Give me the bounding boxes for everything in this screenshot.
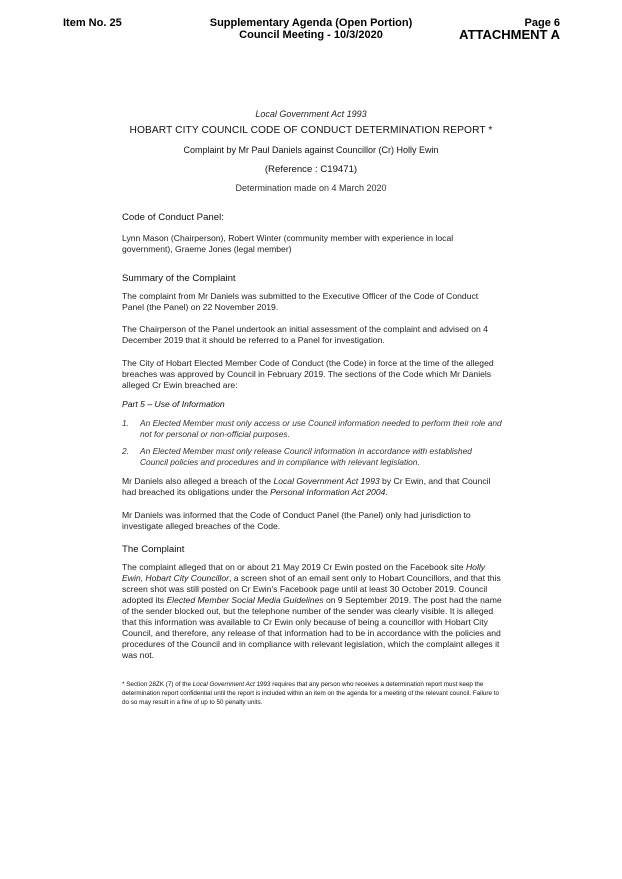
attachment-label: ATTACHMENT A — [459, 27, 560, 42]
agenda-title: Supplementary Agenda (Open Portion) — [209, 17, 413, 29]
complaint-text-1: The complaint alleged that on or about 21 May 2019 Cr Ewin posted on the Facebook site — [122, 562, 466, 572]
list-item-number: 1. — [122, 418, 129, 428]
complaint-paragraph — [122, 562, 502, 661]
complaint-by: Complaint by Mr Paul Daniels against Councillor (Cr) Holly Ewin — [183, 145, 439, 155]
summary-heading: Summary of the Complaint — [122, 273, 236, 284]
p4-act-name: Local Government Act 1993 — [273, 476, 380, 486]
p4-text-c: by Cr Ewin, and that Council had breached its obligations under the — [122, 476, 491, 497]
item-number: Item No. 25 — [63, 17, 122, 29]
summary-paragraph-2: The Chairperson of the Panel undertook an initial assessment of the complaint and advised on 4 December 2019 that it should be referred to a Panel for investigation. — [122, 324, 488, 345]
complaint-text-5: on 9 September 2019. The post had the name of the sender blocked out, but the telephone number of the sender was clearly visible. It is alleged that this information was available to Cr Ewin only because of being a councillor with Hobart City Council, and therefore, any release of that information had to be in accordance with the policies and procedures of the Council and in compliance with relevant legislation, which the complaint alleges it was not. — [122, 595, 502, 660]
complaint-heading: The Complaint — [122, 544, 185, 555]
footnote-text-c: 1993 requires that any person who receives a determination report must keep the determination report confidential until the report is included within an item on the agenda for a meeting of the relevant council. Failure to do so may result in a fine of up to 50 penalty units. — [122, 681, 499, 706]
reference: (Reference : C19471) — [264, 164, 358, 175]
complaint-guidelines-name: Elected Member Social Media Guidelines — [166, 595, 324, 605]
p4-text-e: . — [385, 487, 388, 497]
part-5-heading: Part 5 – Use of Information — [122, 399, 225, 409]
footnote — [122, 680, 502, 707]
summary-paragraph-4 — [122, 476, 502, 498]
footnote-text-a: * Section 28ZK (7) of the — [122, 681, 193, 688]
meeting-info: Council Meeting - 10/3/2020 — [239, 29, 383, 41]
report-title: HOBART CITY COUNCIL CODE OF CONDUCT DETERMINATION REPORT * — [129, 125, 493, 136]
list-item: An Elected Member must only access or use Council information needed to perform their role and not for personal or non-official purposes. — [140, 418, 502, 439]
determination-date: Determination made on 4 March 2020 — [235, 183, 387, 193]
page-number: Page 6 — [524, 17, 560, 29]
footnote-act-name: Local Government Act — [192, 681, 255, 688]
act-title: Local Government Act 1993 — [255, 109, 367, 119]
summary-paragraph-1: The complaint from Mr Daniels was submitted to the Executive Officer of the Code of Conduct Panel (the Panel) on 22 November 2019. — [122, 291, 479, 312]
panel-heading: Code of Conduct Panel: — [122, 212, 224, 223]
complaint-text-3: , a screen shot of an email sent only to Hobart Councillors, and that this screen shot was still posted on Cr Ewin's Facebook page until at least 30 October 2019. Council adopted its — [122, 573, 501, 605]
list-item-number: 2. — [122, 446, 129, 456]
panel-members: Lynn Mason (Chairperson), Robert Winter (community member with experience in local government), Graeme Jones (legal member) — [122, 233, 454, 254]
list-item: An Elected Member must only release Council information in accordance with established Council policies and procedures and in compliance with relevant legislation. — [140, 446, 472, 467]
complaint-facebook-site: Holly Ewin, Hobart City Councillor — [122, 562, 486, 583]
summary-paragraph-3: The City of Hobart Elected Member Code of Conduct (the Code) in force at the time of the alleged breaches was approved by Council in February 2019. The sections of the Code which Mr Daniels alleged Cr Ewin breached are: — [122, 358, 494, 390]
p4-text-a: Mr Daniels also alleged a breach of the — [122, 476, 274, 486]
p4-personal-info-act: Personal Information Act 2004 — [270, 487, 386, 497]
summary-paragraph-5: Mr Daniels was informed that the Code of Conduct Panel (the Panel) only had jurisdiction to investigate alleged breaches of the Code. — [122, 510, 471, 531]
